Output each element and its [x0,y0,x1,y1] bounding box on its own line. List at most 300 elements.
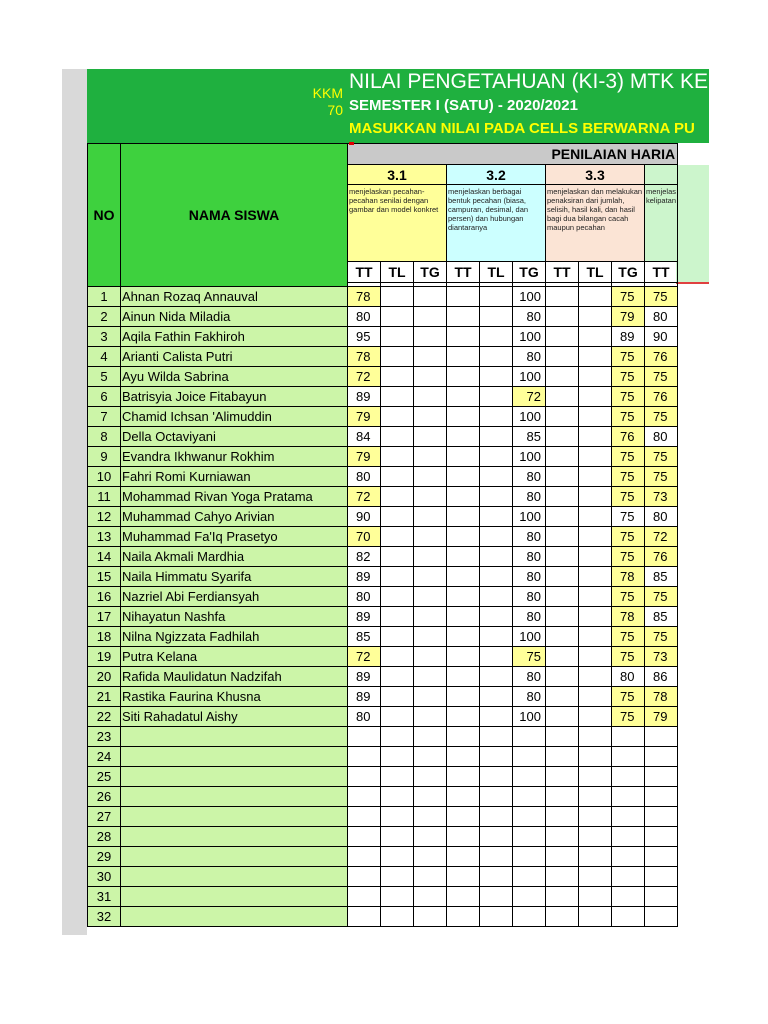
student-name-cell[interactable]: Della Octaviyani [121,427,348,447]
score-cell[interactable] [414,847,447,867]
score-cell[interactable] [414,547,447,567]
score-cell[interactable] [480,367,513,387]
score-cell[interactable] [645,867,678,887]
score-cell[interactable]: 80 [612,667,645,687]
score-cell[interactable] [348,887,381,907]
score-cell[interactable] [480,707,513,727]
score-cell[interactable] [381,827,414,847]
score-cell[interactable]: 89 [348,687,381,707]
score-cell[interactable]: 75 [612,627,645,647]
score-cell[interactable]: 79 [645,707,678,727]
score-cell[interactable] [546,847,579,867]
score-cell[interactable] [480,887,513,907]
score-cell[interactable] [447,767,480,787]
score-cell[interactable]: 76 [612,427,645,447]
score-cell[interactable]: 80 [348,307,381,327]
score-cell[interactable] [447,327,480,347]
score-cell[interactable] [447,607,480,627]
score-cell[interactable] [546,667,579,687]
score-cell[interactable] [447,447,480,467]
score-cell[interactable] [480,567,513,587]
score-cell[interactable] [579,307,612,327]
score-cell[interactable]: 95 [348,327,381,347]
student-name-cell[interactable]: Muhammad Fa'Iq Prasetyo [121,527,348,547]
student-name-cell[interactable]: Ahnan Rozaq Annauval [121,287,348,307]
score-cell[interactable] [579,287,612,307]
score-cell[interactable] [480,907,513,927]
score-cell[interactable] [447,527,480,547]
score-cell[interactable] [414,527,447,547]
score-cell[interactable] [447,687,480,707]
score-cell[interactable] [348,747,381,767]
score-cell[interactable] [447,487,480,507]
score-cell[interactable]: 78 [348,287,381,307]
score-cell[interactable]: 75 [645,447,678,467]
score-cell[interactable] [414,327,447,347]
score-cell[interactable]: 78 [348,347,381,367]
score-cell[interactable] [579,827,612,847]
score-cell[interactable]: 80 [513,467,546,487]
score-cell[interactable] [546,647,579,667]
score-cell[interactable] [414,707,447,727]
score-cell[interactable] [579,547,612,567]
score-cell[interactable] [381,327,414,347]
score-cell[interactable]: 100 [513,407,546,427]
score-cell[interactable]: 84 [348,427,381,447]
score-cell[interactable]: 89 [348,387,381,407]
score-cell[interactable]: 78 [645,687,678,707]
score-cell[interactable] [381,547,414,567]
score-cell[interactable] [381,707,414,727]
score-cell[interactable] [447,807,480,827]
score-cell[interactable] [414,787,447,807]
score-cell[interactable]: 75 [513,647,546,667]
score-cell[interactable] [612,787,645,807]
student-name-cell[interactable] [121,907,348,927]
score-cell[interactable]: 80 [513,687,546,707]
student-name-cell[interactable] [121,767,348,787]
score-cell[interactable] [381,387,414,407]
score-cell[interactable] [546,467,579,487]
score-cell[interactable]: 75 [612,387,645,407]
score-cell[interactable] [381,647,414,667]
score-cell[interactable] [579,627,612,647]
score-cell[interactable]: 75 [645,467,678,487]
score-cell[interactable] [546,507,579,527]
student-name-cell[interactable]: Nazriel Abi Ferdiansyah [121,587,348,607]
score-cell[interactable] [480,307,513,327]
score-cell[interactable] [612,887,645,907]
student-name-cell[interactable] [121,847,348,867]
score-cell[interactable] [447,887,480,907]
score-cell[interactable]: 100 [513,287,546,307]
score-cell[interactable] [513,767,546,787]
student-name-cell[interactable]: Nilna Ngizzata Fadhilah [121,627,348,647]
score-cell[interactable]: 90 [348,507,381,527]
score-cell[interactable] [612,807,645,827]
score-cell[interactable] [546,827,579,847]
score-cell[interactable]: 85 [645,607,678,627]
score-cell[interactable]: 80 [513,607,546,627]
score-cell[interactable] [579,347,612,367]
score-cell[interactable] [447,347,480,367]
student-name-cell[interactable] [121,807,348,827]
score-cell[interactable] [447,427,480,447]
student-name-cell[interactable]: Evandra Ikhwanur Rokhim [121,447,348,467]
score-cell[interactable] [447,827,480,847]
score-cell[interactable]: 72 [348,647,381,667]
score-cell[interactable] [414,647,447,667]
score-cell[interactable] [579,747,612,767]
score-cell[interactable] [348,807,381,827]
score-cell[interactable] [612,867,645,887]
score-cell[interactable]: 100 [513,507,546,527]
score-cell[interactable] [579,387,612,407]
score-cell[interactable] [579,707,612,727]
score-cell[interactable]: 75 [612,287,645,307]
score-cell[interactable] [381,447,414,467]
score-cell[interactable] [645,847,678,867]
score-cell[interactable] [546,427,579,447]
score-cell[interactable] [579,907,612,927]
score-cell[interactable]: 80 [645,427,678,447]
score-cell[interactable] [645,887,678,907]
student-name-cell[interactable]: Batrisyia Joice Fitabayun [121,387,348,407]
student-name-cell[interactable]: Siti Rahadatul Aishy [121,707,348,727]
score-cell[interactable] [414,467,447,487]
score-cell[interactable] [414,347,447,367]
student-name-cell[interactable]: Rastika Faurina Khusna [121,687,348,707]
score-cell[interactable] [480,387,513,407]
score-cell[interactable] [612,747,645,767]
score-cell[interactable] [381,587,414,607]
score-cell[interactable]: 100 [513,447,546,467]
score-cell[interactable] [447,547,480,567]
score-cell[interactable]: 78 [612,567,645,587]
score-cell[interactable]: 100 [513,627,546,647]
score-cell[interactable] [348,727,381,747]
score-cell[interactable] [513,807,546,827]
score-cell[interactable] [480,287,513,307]
score-cell[interactable] [546,727,579,747]
student-name-cell[interactable] [121,747,348,767]
score-cell[interactable]: 76 [645,387,678,407]
score-cell[interactable] [513,847,546,867]
score-cell[interactable]: 80 [513,587,546,607]
score-cell[interactable] [414,667,447,687]
score-cell[interactable]: 75 [612,467,645,487]
score-cell[interactable] [447,647,480,667]
score-cell[interactable] [546,607,579,627]
score-cell[interactable] [447,507,480,527]
score-cell[interactable]: 89 [348,607,381,627]
score-cell[interactable] [480,787,513,807]
score-cell[interactable] [546,587,579,607]
score-cell[interactable] [414,287,447,307]
score-cell[interactable] [447,787,480,807]
score-cell[interactable] [381,367,414,387]
score-cell[interactable] [546,527,579,547]
score-cell[interactable]: 73 [645,487,678,507]
score-cell[interactable] [513,727,546,747]
score-cell[interactable] [546,447,579,467]
score-cell[interactable]: 72 [348,367,381,387]
score-cell[interactable]: 72 [513,387,546,407]
score-cell[interactable]: 100 [513,707,546,727]
score-cell[interactable]: 75 [612,447,645,467]
score-cell[interactable]: 75 [645,627,678,647]
score-cell[interactable] [381,907,414,927]
score-cell[interactable] [513,747,546,767]
score-cell[interactable] [546,387,579,407]
score-cell[interactable]: 80 [513,307,546,327]
score-cell[interactable] [480,767,513,787]
score-cell[interactable] [480,507,513,527]
score-cell[interactable] [381,867,414,887]
score-cell[interactable] [645,747,678,767]
score-cell[interactable] [414,307,447,327]
score-cell[interactable]: 70 [348,527,381,547]
score-cell[interactable]: 78 [612,607,645,627]
score-cell[interactable] [480,607,513,627]
score-cell[interactable] [579,427,612,447]
student-name-cell[interactable]: Muhammad Cahyo Arivian [121,507,348,527]
score-cell[interactable] [546,867,579,887]
score-cell[interactable]: 72 [645,527,678,547]
score-cell[interactable] [546,307,579,327]
score-cell[interactable] [381,347,414,367]
student-name-cell[interactable]: Mohammad Rivan Yoga Pratama [121,487,348,507]
score-cell[interactable] [381,887,414,907]
score-cell[interactable]: 86 [645,667,678,687]
score-cell[interactable]: 82 [348,547,381,567]
score-cell[interactable] [546,407,579,427]
score-cell[interactable] [381,567,414,587]
score-cell[interactable]: 79 [612,307,645,327]
score-cell[interactable] [447,467,480,487]
score-cell[interactable]: 75 [645,287,678,307]
student-name-cell[interactable]: Chamid Ichsan 'Alimuddin [121,407,348,427]
score-cell[interactable] [579,767,612,787]
score-cell[interactable] [414,407,447,427]
score-cell[interactable] [480,547,513,567]
score-cell[interactable] [381,607,414,627]
score-cell[interactable]: 85 [513,427,546,447]
score-cell[interactable] [579,367,612,387]
student-name-cell[interactable]: Naila Akmali Mardhia [121,547,348,567]
score-cell[interactable] [414,507,447,527]
score-cell[interactable] [579,847,612,867]
score-cell[interactable] [414,767,447,787]
score-cell[interactable]: 75 [645,587,678,607]
score-cell[interactable]: 75 [645,407,678,427]
score-cell[interactable]: 80 [513,547,546,567]
score-cell[interactable]: 75 [612,347,645,367]
score-cell[interactable]: 85 [645,567,678,587]
score-cell[interactable]: 85 [348,627,381,647]
score-cell[interactable]: 72 [348,487,381,507]
score-cell[interactable] [381,467,414,487]
score-cell[interactable] [513,827,546,847]
score-cell[interactable] [579,887,612,907]
score-cell[interactable] [447,667,480,687]
score-cell[interactable] [414,827,447,847]
score-cell[interactable] [546,347,579,367]
score-cell[interactable] [579,507,612,527]
score-cell[interactable]: 100 [513,327,546,347]
score-cell[interactable] [612,727,645,747]
score-cell[interactable]: 75 [612,647,645,667]
score-cell[interactable] [546,767,579,787]
score-cell[interactable] [480,587,513,607]
score-cell[interactable] [546,907,579,927]
score-cell[interactable] [546,547,579,567]
score-cell[interactable]: 75 [612,407,645,427]
score-cell[interactable] [447,567,480,587]
score-cell[interactable] [579,527,612,547]
score-cell[interactable]: 75 [645,367,678,387]
score-cell[interactable] [480,527,513,547]
score-cell[interactable]: 89 [348,667,381,687]
score-cell[interactable] [546,787,579,807]
score-cell[interactable] [546,567,579,587]
score-cell[interactable]: 90 [645,327,678,347]
score-cell[interactable] [447,847,480,867]
score-cell[interactable] [381,667,414,687]
score-cell[interactable] [414,567,447,587]
score-cell[interactable] [381,487,414,507]
score-cell[interactable] [579,607,612,627]
score-cell[interactable] [447,727,480,747]
score-cell[interactable] [447,747,480,767]
score-cell[interactable] [579,567,612,587]
student-name-cell[interactable] [121,887,348,907]
score-cell[interactable]: 80 [513,347,546,367]
score-cell[interactable] [414,807,447,827]
score-cell[interactable]: 75 [612,527,645,547]
score-cell[interactable] [381,727,414,747]
score-cell[interactable] [447,707,480,727]
student-name-cell[interactable]: Rafida Maulidatun Nadzifah [121,667,348,687]
score-cell[interactable] [414,867,447,887]
score-cell[interactable] [645,827,678,847]
score-cell[interactable] [579,807,612,827]
student-name-cell[interactable]: Arianti Calista Putri [121,347,348,367]
score-cell[interactable] [579,787,612,807]
score-cell[interactable] [381,527,414,547]
score-cell[interactable]: 75 [612,547,645,567]
score-cell[interactable] [381,687,414,707]
score-cell[interactable] [447,407,480,427]
score-cell[interactable] [447,587,480,607]
student-name-cell[interactable]: Putra Kelana [121,647,348,667]
score-cell[interactable] [546,627,579,647]
score-cell[interactable] [579,487,612,507]
student-name-cell[interactable]: Nihayatun Nashfa [121,607,348,627]
score-cell[interactable]: 79 [348,407,381,427]
score-cell[interactable] [480,327,513,347]
score-cell[interactable] [612,847,645,867]
score-cell[interactable]: 80 [348,467,381,487]
score-cell[interactable]: 80 [645,507,678,527]
score-cell[interactable]: 89 [348,567,381,587]
score-cell[interactable] [546,487,579,507]
score-cell[interactable] [579,647,612,667]
score-cell[interactable] [546,887,579,907]
score-cell[interactable] [414,887,447,907]
score-cell[interactable] [645,907,678,927]
student-name-cell[interactable]: Fahri Romi Kurniawan [121,467,348,487]
score-cell[interactable]: 80 [513,667,546,687]
score-cell[interactable]: 73 [645,647,678,667]
score-cell[interactable] [480,447,513,467]
score-cell[interactable] [348,907,381,927]
score-cell[interactable]: 80 [645,307,678,327]
score-cell[interactable] [612,767,645,787]
score-cell[interactable] [414,447,447,467]
score-cell[interactable] [546,687,579,707]
score-cell[interactable] [579,687,612,707]
score-cell[interactable]: 80 [513,567,546,587]
score-cell[interactable]: 75 [612,707,645,727]
score-cell[interactable] [546,707,579,727]
score-cell[interactable] [579,467,612,487]
score-cell[interactable] [480,687,513,707]
score-cell[interactable] [645,807,678,827]
score-cell[interactable] [414,427,447,447]
score-cell[interactable] [381,807,414,827]
score-cell[interactable] [612,907,645,927]
score-cell[interactable]: 75 [612,687,645,707]
score-cell[interactable] [579,407,612,427]
score-cell[interactable] [414,907,447,927]
score-cell[interactable] [546,287,579,307]
score-cell[interactable] [546,367,579,387]
score-cell[interactable] [381,307,414,327]
score-cell[interactable]: 80 [513,527,546,547]
score-cell[interactable] [480,727,513,747]
score-cell[interactable] [348,867,381,887]
score-cell[interactable] [447,627,480,647]
score-cell[interactable] [546,747,579,767]
score-cell[interactable] [645,767,678,787]
score-cell[interactable] [414,627,447,647]
score-cell[interactable] [381,407,414,427]
score-cell[interactable]: 75 [612,507,645,527]
student-name-cell[interactable]: Aqila Fathin Fakhiroh [121,327,348,347]
student-name-cell[interactable] [121,727,348,747]
score-cell[interactable] [579,667,612,687]
score-cell[interactable]: 75 [612,367,645,387]
score-cell[interactable]: 100 [513,367,546,387]
score-cell[interactable] [480,747,513,767]
score-cell[interactable] [513,787,546,807]
score-cell[interactable] [480,627,513,647]
score-cell[interactable]: 80 [348,707,381,727]
score-cell[interactable] [447,287,480,307]
score-cell[interactable] [513,887,546,907]
score-cell[interactable] [414,747,447,767]
score-cell[interactable] [381,747,414,767]
score-cell[interactable] [480,407,513,427]
score-cell[interactable] [414,687,447,707]
score-cell[interactable]: 80 [513,487,546,507]
score-cell[interactable] [381,767,414,787]
score-cell[interactable] [381,427,414,447]
score-cell[interactable] [645,727,678,747]
score-cell[interactable] [447,367,480,387]
score-cell[interactable] [480,487,513,507]
